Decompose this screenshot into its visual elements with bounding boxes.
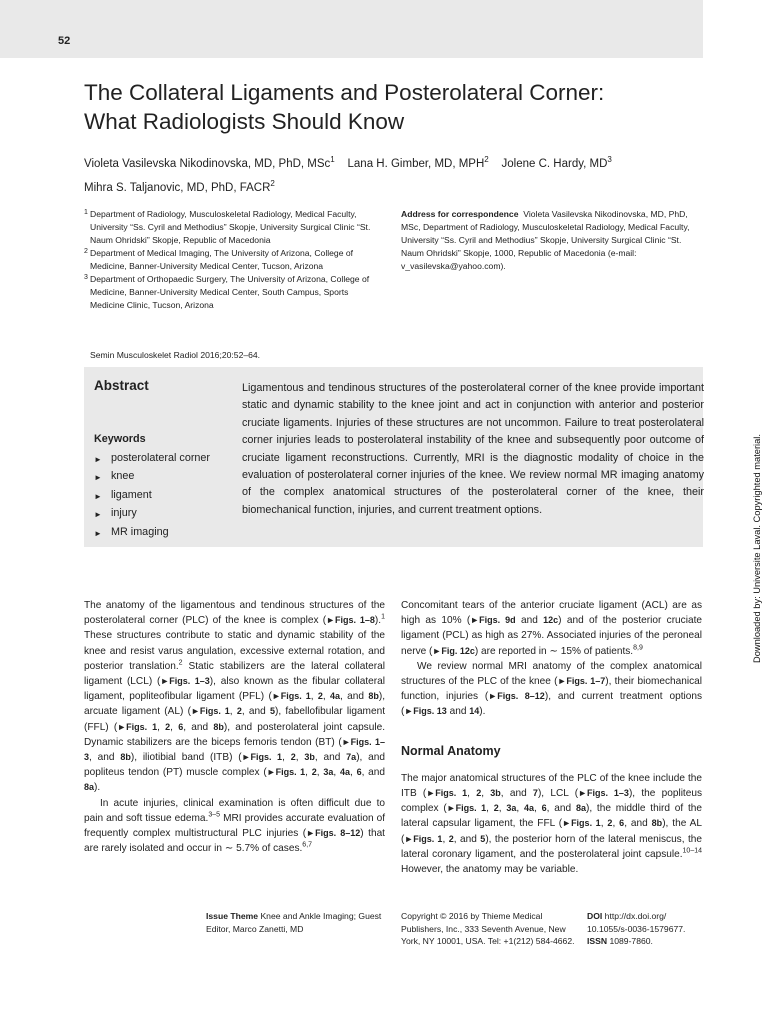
- figure-reference: 5: [480, 833, 486, 844]
- issn-text: 1089-7860.: [609, 936, 653, 946]
- figure-reference: ►Figs. 1: [426, 788, 468, 799]
- citation-superscript: 10–14: [682, 847, 702, 855]
- body-text-run: ,: [322, 691, 331, 703]
- body-text-run: ), arcuate ligament (AL) (: [84, 691, 386, 718]
- body-text-run: ,: [516, 803, 525, 815]
- figure-reference: 2: [448, 833, 454, 844]
- body-text-run: ), fabellofibular ligament (FFL) (: [84, 706, 385, 733]
- figure-reference: ►Figs. 1: [266, 767, 306, 778]
- citation-superscript: 6,7: [302, 841, 313, 849]
- figure-reference: 4a: [339, 767, 350, 778]
- figure-reference: 4a: [524, 803, 535, 814]
- author-sup: 1: [330, 155, 335, 164]
- body-text-run: ,: [282, 752, 291, 764]
- keyword-text: injury: [111, 507, 137, 520]
- figure-reference: ►Figs. 1: [190, 706, 230, 717]
- keyword-text: knee: [111, 470, 135, 483]
- body-text-run: ) are reported in ∼ 15% of patients.: [474, 645, 634, 657]
- figure-reference: 2: [607, 818, 613, 829]
- body-text-run: ,: [442, 833, 449, 845]
- body-text-run: ), and popliteus tendon (PT) muscle complex (: [84, 752, 386, 779]
- keyword-item: [94, 468, 210, 486]
- body-text-run: We review normal MRI anatomy of the complex anatomical structures of the PLC of the knee (: [401, 660, 702, 688]
- figure-reference: 8b: [213, 721, 224, 732]
- body-text-run: ), LCL (: [537, 788, 579, 800]
- affiliation-text: Department of Orthopaedic Surgery, The University of Arizona, College of Medicine, Banner-University Medical Center, South Campus, Sports Medicine Clinic, Tucson, Arizona: [90, 274, 370, 310]
- keyword-text: ligament: [111, 488, 152, 501]
- figure-reference: 3a: [506, 803, 517, 814]
- body-text-run: ,: [534, 803, 542, 815]
- figure-reference: 3a: [323, 767, 334, 778]
- body-paragraph: [401, 659, 702, 720]
- body-text-run: ), and current treatment options (: [401, 691, 703, 718]
- body-text-run: ), the middle third of the lateral capsular ligament, the FFL (: [401, 803, 702, 830]
- citation-superscript: 1: [381, 613, 385, 621]
- figure-reference: ►Figs. 9d: [470, 615, 516, 626]
- body-text-run: and: [446, 706, 470, 718]
- citation-superscript: 3–5: [208, 811, 221, 819]
- section-heading: Normal Anatomy: [401, 743, 501, 758]
- figure-reference: ►Figs. 1–8: [326, 615, 375, 626]
- figure-reference: 8b: [120, 752, 131, 763]
- body-text-run: MRI provides accurate evaluation of frequently complex multistructural PLC injuries (: [84, 812, 386, 840]
- body-paragraph: [401, 598, 702, 659]
- body-text-run: ,: [486, 803, 494, 815]
- figure-reference: 12c: [543, 615, 559, 626]
- figure-reference: 2: [317, 691, 323, 702]
- body-column-right: [401, 598, 702, 877]
- body-text-run: Concomitant tears of the anterior cruciate ligament (ACL) are as high as 10% (: [401, 600, 702, 627]
- keyword-text: MR imaging: [111, 525, 169, 538]
- figure-reference: 8a: [575, 803, 586, 814]
- figure-reference: 6: [178, 721, 184, 732]
- keyword-list: [94, 450, 210, 542]
- author-name: Mihra S. Taljanovic, MD, PhD, FACR: [84, 181, 271, 194]
- body-text-run: ,: [333, 767, 340, 779]
- author-sup: 2: [270, 178, 275, 188]
- footer-copyright: Copyright © 2016 by Thieme Medical Publishers, Inc., 333 Seventh Avenue, New York, NY 10001, USA. Tel: +1(212) 584-4662.: [401, 911, 575, 946]
- body-text-run: , and: [89, 752, 121, 764]
- author-list: [84, 150, 684, 198]
- body-text-run: , and: [241, 706, 270, 718]
- affiliation-item: [84, 208, 384, 247]
- figure-reference: ►Figs. 1–3: [578, 788, 629, 799]
- body-text-run: ,: [305, 767, 312, 779]
- body-text-run: , and: [361, 767, 386, 779]
- affiliation-text: Department of Radiology, Musculoskeletal Radiology, Medical Faculty, University “Ss. Cyril and Methodius” Skopje, University Surgical Clinic “St. Naum Ohridski” Skopje, Republic of Macedonia: [90, 209, 371, 245]
- figure-reference: ►Figs. 1: [404, 833, 443, 844]
- affiliation-text: Department of Medical Imaging, The University of Arizona, College of Medicine, Banner-University Medical Center, Tucson, Arizona: [90, 248, 354, 271]
- figure-reference: 7a: [346, 752, 357, 763]
- affiliation-item: [84, 273, 384, 312]
- arrow-icon: ►: [94, 491, 102, 501]
- keyword-item: [94, 450, 210, 468]
- abstract-heading: Abstract: [94, 378, 149, 393]
- issue-text: Knee and Ankle Imaging; Guest Editor, Marco Zanetti, MD: [206, 911, 382, 934]
- figure-reference: 6: [619, 818, 625, 829]
- body-text-run: ,: [349, 767, 357, 779]
- figure-reference: 2: [165, 721, 171, 732]
- arrow-icon: ►: [94, 528, 102, 538]
- body-text-run: ,: [467, 788, 477, 800]
- correspondence-text: Violeta Vasilevska Nikodinovska, MD, PhD, MSc, Department of Radiology, Musculoskeletal Radiology, Medical Faculty, University “Ss. Cyril and Methodius” Skopje, University Surgical Clinic “St. Naum Ohridski” Skopje, 1000, Republic of Macedonia (e-mail: v_vasilevska@yahoo.com).: [401, 209, 690, 271]
- body-text-run: ), the popliteus complex (: [401, 788, 703, 815]
- figure-reference: ►Figs. 13: [404, 706, 447, 717]
- figure-reference: 8b: [651, 818, 663, 829]
- body-text-run: ,: [157, 721, 166, 733]
- author-sup: 2: [484, 155, 489, 164]
- body-text-run: ), and posterolateral joint capsule. Dynamic stabilizers are the biceps femoris tendon (BT) (: [84, 721, 386, 748]
- body-text-run: Static stabilizers are the lateral collateral ligament (LCL) (: [84, 660, 386, 688]
- figure-reference: ►Figs. 1–3: [84, 736, 385, 763]
- body-text-run: These structures contribute to static and dynamic stability of the knee and resist varus angulation, excessive external rotation, and posterior translation.: [84, 630, 385, 672]
- body-text-run: ), also known as the fibular collateral ligament, popliteofibular ligament (PFL) (: [84, 676, 385, 703]
- figure-reference: 6: [356, 767, 362, 778]
- affiliation-number: 3: [84, 274, 88, 281]
- body-text-run: ), iliotibial band (ITB) (: [130, 752, 242, 764]
- body-text-run: ).: [374, 615, 382, 627]
- figure-reference: 14: [469, 706, 480, 717]
- keywords-heading: Keywords: [94, 433, 146, 445]
- body-text-run: ), the posterior horn of the lateral meniscus, the lateral coronary ligament, and the posterolateral joint capsule.: [401, 833, 703, 860]
- figure-reference: 3b: [490, 788, 501, 799]
- body-text-run: The major anatomical structures of the PLC of the knee include the ITB (: [401, 772, 702, 800]
- footer-doi: [587, 910, 707, 948]
- article-title: The Collateral Ligaments and Posterolateral Corner: What Radiologists Should Know: [84, 80, 605, 134]
- body-paragraph: [84, 598, 385, 796]
- doi-label: DOI: [587, 911, 603, 921]
- body-text-run: However, the anatomy may be variable.: [401, 864, 579, 876]
- body-text-run: ).: [94, 782, 101, 794]
- body-column-left: [84, 598, 385, 856]
- figure-reference: 2: [311, 767, 317, 778]
- arrow-icon: ►: [94, 473, 102, 483]
- body-text-run: ) that are rarely isolated and occur in ∼ 5.7% of cases.: [84, 828, 385, 855]
- body-text-run: , and: [453, 833, 481, 845]
- header-band: [0, 0, 703, 58]
- body-text-run: and: [515, 615, 544, 627]
- figure-reference: ►Figs. 1–7: [557, 676, 606, 687]
- figure-reference: 6: [541, 803, 547, 814]
- download-watermark: Downloaded by: Universite Laval. Copyrighted material.: [752, 434, 762, 663]
- figure-reference: ►Figs. 1–3: [160, 676, 210, 687]
- figure-reference: ►Figs. 1: [117, 721, 158, 732]
- correspondence-label: Address for correspondence: [401, 209, 519, 219]
- figure-reference: ►Figs. 1: [271, 691, 311, 702]
- arrow-icon: ►: [94, 455, 102, 464]
- figure-reference: 8a: [84, 782, 95, 793]
- affiliation-number: 1: [84, 209, 88, 216]
- keyword-item: [94, 505, 210, 523]
- page-number: 52: [58, 35, 71, 47]
- body-text-run: The anatomy of the ligamentous and tendinous structures of the posterolateral corner (PLC) of the knee is complex (: [84, 600, 385, 627]
- figure-reference: 7: [532, 788, 538, 799]
- issue-label: Issue Theme: [206, 911, 259, 921]
- affiliation-number: 2: [84, 248, 88, 255]
- body-text-run: , and: [340, 691, 369, 703]
- affiliations: [84, 208, 384, 312]
- body-paragraph: [84, 796, 385, 857]
- body-text-run: , and: [624, 818, 652, 830]
- body-text-run: ), their biomechanical function, injuries (: [401, 676, 702, 703]
- figure-reference: ►Figs. 8–12: [306, 828, 361, 839]
- body-text-run: ,: [310, 691, 318, 703]
- body-text-run: ,: [612, 818, 620, 830]
- body-text-run: ,: [316, 767, 324, 779]
- author-name: Jolene C. Hardy, MD: [501, 157, 608, 170]
- body-text-run: ,: [481, 788, 491, 800]
- author-name: Lana H. Gimber, MD, MPH: [347, 157, 485, 170]
- affiliation-item: [84, 247, 384, 273]
- body-text-run: ,: [498, 803, 507, 815]
- body-text-run: ,: [170, 721, 179, 733]
- figure-reference: 2: [236, 706, 242, 717]
- citation-superscript: 8,9: [633, 644, 643, 652]
- footer-issue-theme: [206, 910, 386, 935]
- figure-reference: 5: [269, 706, 275, 717]
- correspondence-address: [401, 208, 701, 273]
- body-text-run: , and: [546, 803, 576, 815]
- body-text-run: ,: [295, 752, 305, 764]
- figure-reference: 2: [290, 752, 296, 763]
- body-text-run: , and: [500, 788, 533, 800]
- figure-reference: ►Figs. 1: [241, 752, 283, 763]
- body-text-run: , and: [314, 752, 347, 764]
- figure-reference: 2: [493, 803, 499, 814]
- body-paragraph: [401, 771, 702, 877]
- body-text-run: In acute injuries, clinical examination is often difficult due to pain and soft tissue edema.: [84, 797, 385, 824]
- keyword-item: [94, 487, 210, 505]
- figure-reference: 8b: [368, 691, 379, 702]
- figure-reference: 2: [476, 788, 482, 799]
- author-name: Violeta Vasilevska Nikodinovska, MD, PhD, MSc: [84, 157, 331, 170]
- keyword-text: posterolateral corner: [111, 452, 211, 464]
- figure-reference: 4a: [330, 691, 341, 702]
- body-text-run: , and: [183, 721, 214, 733]
- figure-reference: 3b: [304, 752, 315, 763]
- abstract-text: Ligamentous and tendinous structures of the posterolateral corner of the knee provide important static and dynamic stability to the knee joint and act in conjunction with anterior and posterior cruciate ligaments. Injuries of these structures are not uncommon. Failure to treat posterolateral corner injuries leads to posterolateral instability of the knee and subsequently poor outcome of cruciate ligament reconstructions. Currently, MRI is the diagnostic modality of choice in the evaluation of posterolateral corner injuries of the knee. We review normal MR imaging anatomy of the complex anatomical structures of the posterolateral corner of the knee, their biomechanical function, injuries, and current treatment options.: [242, 382, 704, 516]
- figure-reference: ►Fig. 12c: [432, 645, 475, 656]
- author-sup: 3: [607, 155, 612, 164]
- citation-superscript: 2: [178, 659, 183, 667]
- figure-reference: ►Figs. 8–12: [488, 691, 545, 702]
- body-text-run: ,: [229, 706, 237, 718]
- body-text-run: ) and of the posterior cruciate ligament (PCL) as high as 27%. Associated injuries of the peroneal nerve (: [401, 615, 702, 657]
- body-text-run: ,: [600, 818, 608, 830]
- doi-text: http://dx.doi.org/ 10.1055/s-0036-1579677.: [587, 911, 686, 934]
- figure-reference: ►Figs. 1: [562, 818, 601, 829]
- keyword-item: [94, 524, 210, 542]
- arrow-icon: ►: [94, 510, 102, 520]
- body-text-run: ).: [479, 706, 486, 718]
- body-text-run: ), the AL (: [401, 818, 703, 845]
- figure-reference: ►Figs. 1: [446, 803, 487, 814]
- journal-citation: Semin Musculoskelet Radiol 2016;20:52–64.: [90, 350, 261, 360]
- issn-label: ISSN: [587, 936, 608, 946]
